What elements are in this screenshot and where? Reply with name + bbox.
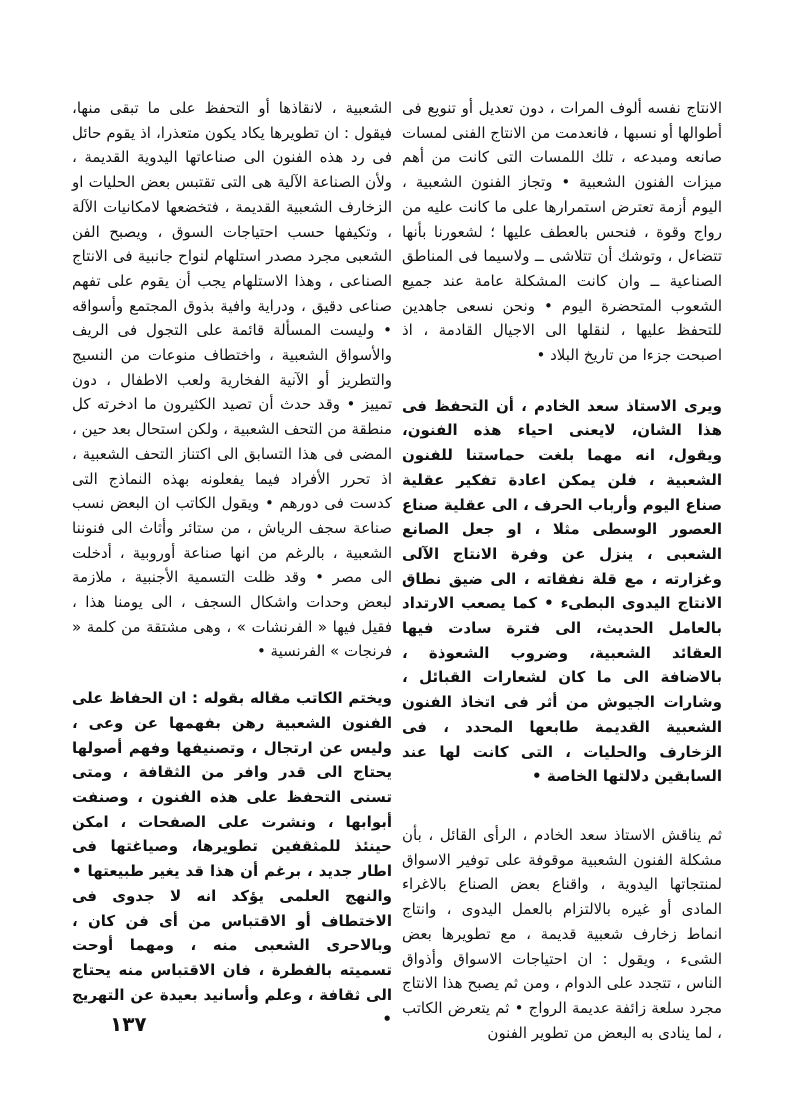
right-paragraph-1: الانتاج نفسه ألوف المرات ، دون تعديل أو تنويع فى أطوالها أو نسبها ، فانعدمت من الانتاج الفنى لمسات صانعه ومبدعه ، تلك اللمسات التى كانت من أهم ميزات الفنون الشعبية • وتجاز الفنون الشعبية ، اليوم أزمة تعترض استمرارها على ما كانت عليه من رواج وقوة ، فنحس بالعطف عليها ؛ لشعورنا بأنها تتضاءل ، وتوشك أن تتلاشى ــ ولاسيما فى المناطق الصناعية ــ وان كانت المشكلة عامة عند جميع الشعوب المتحضرة اليوم • ونحن نسعى جاهدين للتحفظ عليها ، لنقلها الى الاجيال القادمة ، اذ اصبحت جزءا من تاريخ البلاد • [402,99,722,365]
right-paragraph-3: ثم يناقش الاستاذ سعد الخادم ، الرأى القائل ، بأن مشكلة الفنون الشعبية موقوفة على توفير الاسواق لمنتجاتها اليدوية ، واقناع بعض الصناع بالاغراء المادى أو غيره بالالتزام بالعمل اليدوى ، وانتاج انماط زخارف شعبية قديمة ، مع تطويرها بعض الشىء ، ويقول : ان احتياجات الاسواق وأذواق الناس ، تتجدد على الدوام ، ومن ثم يصبح هذا الانتاج مجرد سلعة زائفة عديمة الرواج • ثم يتعرض الكاتب ، لما ينادى به البعض من تطوير الفنون [402,825,722,1042]
left-paragraph-2: ويختم الكاتب مقاله بقوله : ان الحفاظ على الفنون الشعبية رهن بفهمها عن وعى ، وليس عن ارتجال ، وتصنيفها وفهم أصولها يحتاج الى قدر وافر من الثقافة ، ومتى تسنى التحفظ على هذه الفنون ، وصنفت أبوابها ، ونشرت على الصفحات ، امكن حينئذ للمثقفين تطويرها، وصياغتها فى اطار جديد ، برغم أن هذا قد يغير طبيعتها • والنهج العلمى يؤكد انه لا جدوى فى الاختطاف أو الاقتباس من أى فن كان ، وبالاحرى الشعبى منه ، ومهما أوحت تسميته بالفطرة ، فان الاقتباس منه يحتاج الى ثقافة ، وعلم وأسانيد بعيدة عن التهريج • [72,689,392,1029]
right-paragraph-2: ويرى الاستاذ سعد الخادم ، أن التحفظ فى هذا الشان، لايعنى احياء هذه الفنون، ويقول، انه مهما بلغت حماستنا للفنون الشعبية ، فلن يمكن اعادة تفكير عقلية صناع اليوم وأرباب الحرف ، الى عقلية صناع العصور الوسطى مثلا ، او جعل الصانع الشعبى ، ينزل عن وفرة الانتاج الآلى وغزارته ، مع قلة نفقاته ، الى ضيق نطاق الانتاج اليدوى البطىء • كما يصعب الارتداد بالعامل الحديث، الى فترة سادت فيها العقائد الشعبية، وضروب الشعوذة ، بالاضافة الى ما كان لشعارات القبائل ، وشارات الجيوش من أثر فى اتخاذ الفنون الشعبية القديمة طابعها المحدد ، فى الزخارف والحليات ، التى كانت لها عند السابقين دلالتها الخاصة • [402,396,722,786]
right-column [402,96,722,1045]
left-paragraph-1: الشعبية ، لانقاذها أو التحفظ على ما تبقى منها، فيقول : ان تطويرها يكاد يكون متعذرا، اذ يقوم حائل فى رد هذه الفنون الى صناعاتها اليدوية القديمة ، ولأن الصناعة الآلية هى التى تقتبس بعض الحليات او الزخارف الشعبية القديمة ، فتخضعها لامكانيات الآلة ، وتكيفها حسب احتياجات السوق ، ويصبح الفن الشعبى مجرد مصدر استلهام لنواح جانبية فى الانتاج الصناعى ، وهذا الاستلهام يجب أن يقوم على تفهم صناعى دقيق ، ودراية وافية بذوق المجتمع وأسواقه • وليست المسألة قائمة على التجول فى الريف والأسواق الشعبية ، واختطاف منوعات من النسيج والتطريز أو الآنية الفخارية ولعب الاطفال ، دون تمييز • وقد حدث أن تصيد الكثيرون ما ادخرته كل منطقة من التحف الشعبية ، ولكن استحال بعد حين ، المضى فى هذا التسابق الى اكتناز التحف الشعبية ، اذ تحرر الأفراد فيما يفعلونه بهذه النماذج التى كدست فى دورهم • ويقول الكاتب ان البعض نسب صناعة سجف الرياش ، من ستائر وأثاث الى فنوننا الشعبية ، بالرغم من انها صناعة أوروبية ، أدخلت الى مصر • وقد ظلت التسمية الأجنبية ، ملازمة لبعض وحدات واشكال السجف ، الى يومنا هذا ، فقيل فيها « الفرنشات » ، وهى مشتقة من كلمة « فرنجات » الفرنسية • [72,99,392,661]
page-number: ١٣٧ [110,1012,147,1036]
left-column [72,96,392,1032]
